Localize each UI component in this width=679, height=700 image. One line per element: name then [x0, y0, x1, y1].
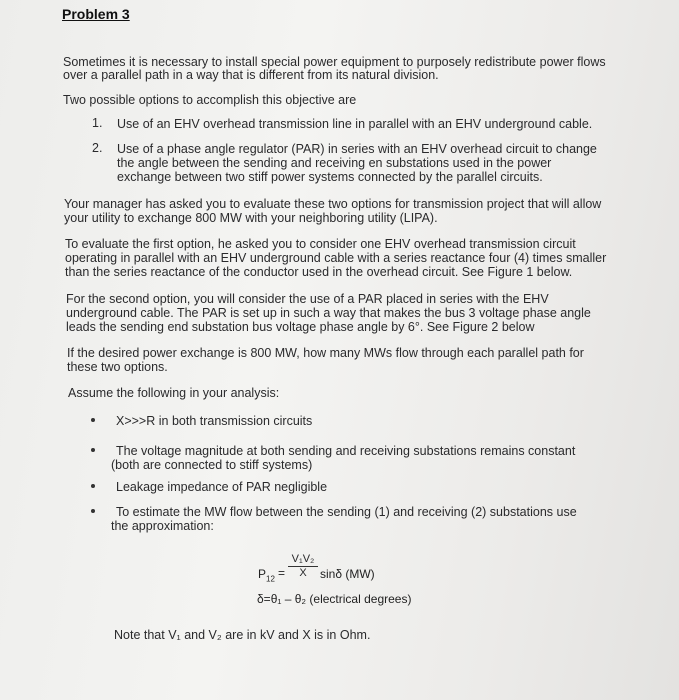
formula-denominator: X — [299, 567, 307, 579]
units-note: Note that V₁ and V₂ are in kV and X is in Ohm. — [114, 628, 371, 642]
bullet-dot-2 — [91, 448, 95, 452]
intro-line-1: Sometimes it is necessary to install special power equipment to purposely redistribute power flows — [63, 55, 606, 69]
bullet-2-line-2: (both are connected to stiff systems) — [111, 458, 313, 472]
second-option-line-3: leads the sending end substation bus voltage phase angle by 6°. See Figure 2 below — [66, 320, 535, 334]
bullet-4-line-2: the approximation: — [111, 519, 214, 533]
assume-heading: Assume the following in your analysis: — [68, 386, 280, 400]
first-option-line-2: operating in parallel with an EHV underground cable with a series reactance four (4) times smaller — [65, 251, 607, 265]
formula-numerator: V₁V₂ — [291, 553, 315, 565]
manager-line-2: your utility to exchange 800 MW with your neighboring utility (LIPA). — [64, 211, 438, 225]
option-2-line-2: the angle between the sending and receiving en substations used in the power — [117, 156, 552, 170]
intro-line-2: over a parallel path in a way that is different from its natural division. — [63, 68, 439, 82]
option-number-2: 2. — [92, 141, 103, 155]
options-intro: Two possible options to accomplish this objective are — [63, 93, 357, 107]
option-2-line-1: Use of a phase angle regulator (PAR) in series with an EHV overhead circuit to change — [117, 142, 597, 156]
bullet-4-line-1: To estimate the MW flow between the sending (1) and receiving (2) substations use — [116, 505, 577, 519]
formula-equals: = — [278, 566, 286, 580]
formula-lhs: P — [258, 567, 267, 581]
bullet-1-line-1: X>>>R in both transmission circuits — [116, 414, 313, 428]
second-option-line-2: underground cable. The PAR is set up in such a way that makes the bus 3 voltage phase angle — [66, 306, 591, 320]
question-line-2: these two options. — [67, 360, 168, 374]
formula-rhs: sinδ (MW) — [320, 567, 375, 581]
formula-lhs-sub: 12 — [266, 574, 275, 584]
bullet-dot-1 — [91, 418, 95, 422]
option-1-line-1: Use of an EHV overhead transmission line in parallel with an EHV underground cable. — [117, 117, 593, 131]
option-2-line-3: exchange between two stiff power systems connected by the parallel circuits. — [117, 170, 543, 184]
bullet-3-line-1: Leakage impedance of PAR negligible — [116, 480, 328, 494]
first-option-line-1: To evaluate the first option, he asked you to consider one EHV overhead transmission circuit — [65, 237, 576, 251]
bullet-dot-4 — [91, 509, 95, 513]
formula-angle-definition: δ=θ₁ – θ₂ (electrical degrees) — [257, 592, 412, 606]
first-option-line-3: than the series reactance of the conductor used in the overhead circuit. See Figure 1 below. — [65, 265, 573, 279]
option-number-1: 1. — [92, 116, 103, 130]
manager-line-1: Your manager has asked you to evaluate these two options for transmission project that will allow — [64, 197, 602, 211]
formula-fraction — [288, 553, 318, 579]
question-line-1: If the desired power exchange is 800 MW, how many MWs flow through each parallel path for — [67, 346, 584, 360]
problem-title: Problem 3 — [62, 6, 130, 22]
bullet-2-line-1: The voltage magnitude at both sending and receiving substations remains constant — [116, 444, 576, 458]
bullet-dot-3 — [91, 484, 95, 488]
second-option-line-1: For the second option, you will consider the use of a PAR placed in series with the EHV — [66, 292, 549, 306]
